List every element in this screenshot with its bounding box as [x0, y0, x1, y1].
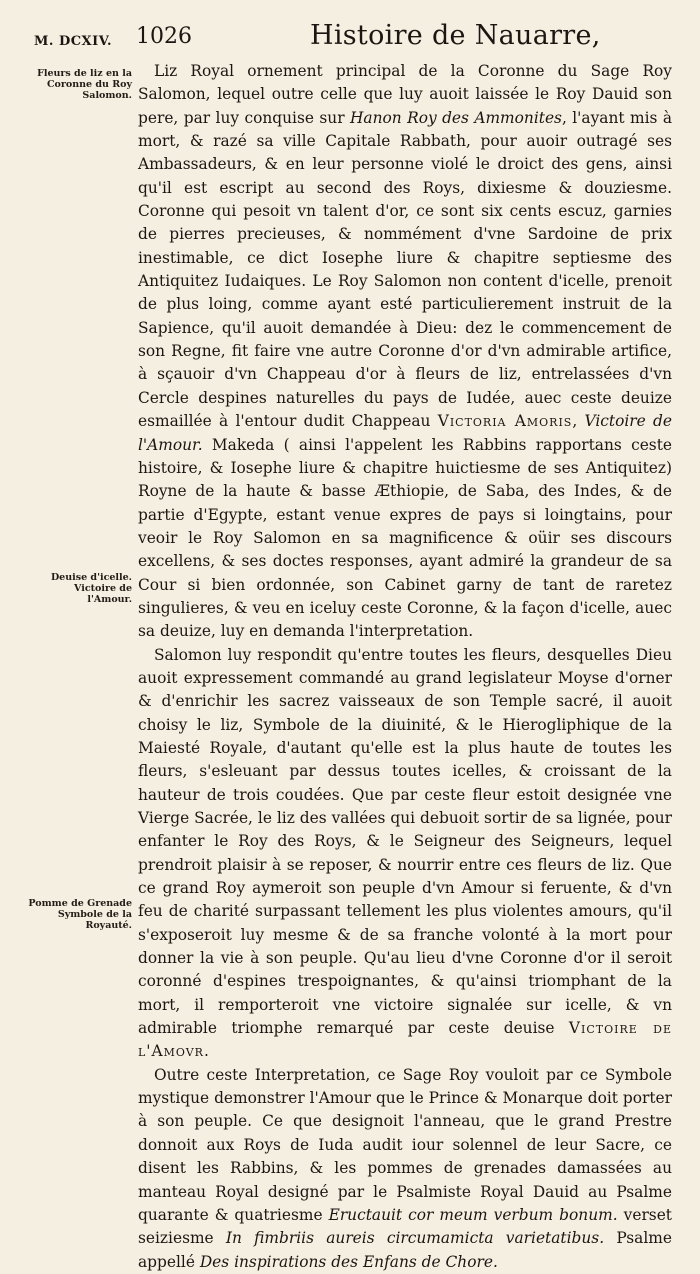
text-run: Outre ceste Interpretation, ce Sage Roy vouloit par ce Symbole mystique demonstrer l'Amour que le Prince & Monarque doit porter à son peuple. Ce que designoit l'anneau, que le grand Prestre donnoit aux Roys de Iuda audit iour solennel de leur Sacre, ce disent les Rabbins, & les pommes de grenades damassées au manteau Royal designé par le Psalmiste Royal Dauid au Psalme quarante & quatriesme: [138, 1065, 672, 1224]
body-text: [138, 60, 672, 1274]
text-italic: Hanon Roy des Ammonites: [350, 108, 562, 127]
text-italic: Victoire de l'Amour.: [138, 412, 672, 454]
text-small-caps: Victoire de l'Amovr.: [138, 1019, 672, 1061]
margin-note-pomme-de-grenade: Pomme de Grenade Symbole de la Royauté.: [28, 898, 132, 931]
paragraph: [138, 1064, 672, 1274]
margin-note-fleurs-de-liz: Fleurs de liz en la Coronne du Roy Salomon.: [37, 68, 132, 101]
text-run: Liz Royal ornement principal de la Coronne du Sage Roy Salomon, lequel outre celle que luy auoit laissée le Roy Dauid son pere, par luy conquise sur: [138, 62, 672, 127]
running-title: Histoire de Nauarre,: [310, 20, 601, 51]
text-run: Psalme appellé: [138, 1229, 672, 1271]
paragraph: [138, 644, 672, 1064]
text-run: verset seiziesme: [138, 1205, 672, 1248]
page-number: 1026: [136, 24, 192, 49]
text-italic: Eructauit cor meum verbum bonum.: [328, 1205, 618, 1224]
text-run: , l'ayant mis à mort, & razé sa ville Capitale Rabbath, pour auoir outragé ses Ambassadeurs, & en leur personne violé le droict des gens, ainsi qu'il est escript au second des Roys, dixiesme & douziesme. Coronne qui pesoit vn talent d'or, ce sont six cents escuz, garnies de pierres precieuses, & nommément d'vne Sardoine de prix inestimable, ce dict Iosephe liure & chapitre septiesme des Antiquitez Iudaiques. Le Roy Salomon non content d'icelle, prenoit de plus loing, comme ayant esté particulierement instruit de la Sapience, qu'il auoit demandée à Dieu: dez le commencement de son Regne, fit faire vne autre Coronne d'or d'vn admirable artifice, à sçauoir d'vn Chappeau d'or à fleurs de liz, entrelassées d'vn Cercle despines naturelles du pays de Iudée, auec ceste deuize esmaillée à l'entour dudit Chappeau: [138, 108, 672, 431]
margin-note-deuise: Deuise d'icelle. Victoire de l'Amour.: [50, 572, 132, 605]
text-small-caps: Victoria Amoris: [437, 412, 573, 431]
paragraph: [138, 60, 672, 644]
text-run: Makeda ( ainsi l'appelent les Rabbins rapportans ceste histoire, & Iosephe liure & chapitre huictiesme de ses Antiquitez) Royne de la haute & basse Æthiopie, de Saba, des Indes, & de partie d'Egypte, estant venue expres de pays si loingtains, pour veoir le Roy Salomon en sa magnificence & oüir ses discours excellens, & ses doctes responses, ayant admiré la grandeur de sa Cour si bien ordonnée, son Cabinet garny de tant de raretez singulieres, & veu en iceluy ceste Coronne, & la façon d'icelle, auec sa deuize, luy en demanda l'interpretation.: [138, 435, 672, 641]
text-italic: In fimbriis aureis circumamicta varietatibus.: [225, 1229, 605, 1248]
text-run: Salomon luy respondit qu'entre toutes les fleurs, desquelles Dieu auoit expressement commandé au grand legislateur Moyse d'orner & d'enrichir les sacrez vaisseaux de son Temple sacré, il auoit choisy le liz, Symbole de la diuinité, & le Hierogliphique de la Maiesté Royale, d'autant qu'elle est la plus haute de toutes les fleurs, s'esleuant par dessus toutes icelles, & croissant de la hauteur de trois coudées. Que par ceste fleur estoit designée vne Vierge Sacrée, le liz des vallées qui debuoit sortir de sa lignée, pour enfanter le Roy des Roys, & le Seigneur des Seigneurs, lequel prendroit plaisir à se reposer, & nourrir entre ces fleurs de liz. Que ce grand Roy aymeroit son peuple d'vn Amour si feruente, & d'vn feu de charité surpassant tellement les plus violentes amours, qu'il s'exposeroit luy mesme & de sa franche volonté à la mort pour donner la vie à son peuple. Qu'au lieu d'vne Coronne d'or il seroit coronné d'espines trespoignantes, & qu'ainsi triomphant de la mort, il remporteroit vne victoire signalée sur icelle, & vn admirable triomphe remarqué par ceste deuise: [138, 645, 672, 1038]
text-italic: Des inspirations des Enfans de Chore.: [199, 1252, 498, 1271]
text-run: ,: [572, 412, 585, 431]
year-heading: M. DCXIV.: [34, 34, 113, 49]
